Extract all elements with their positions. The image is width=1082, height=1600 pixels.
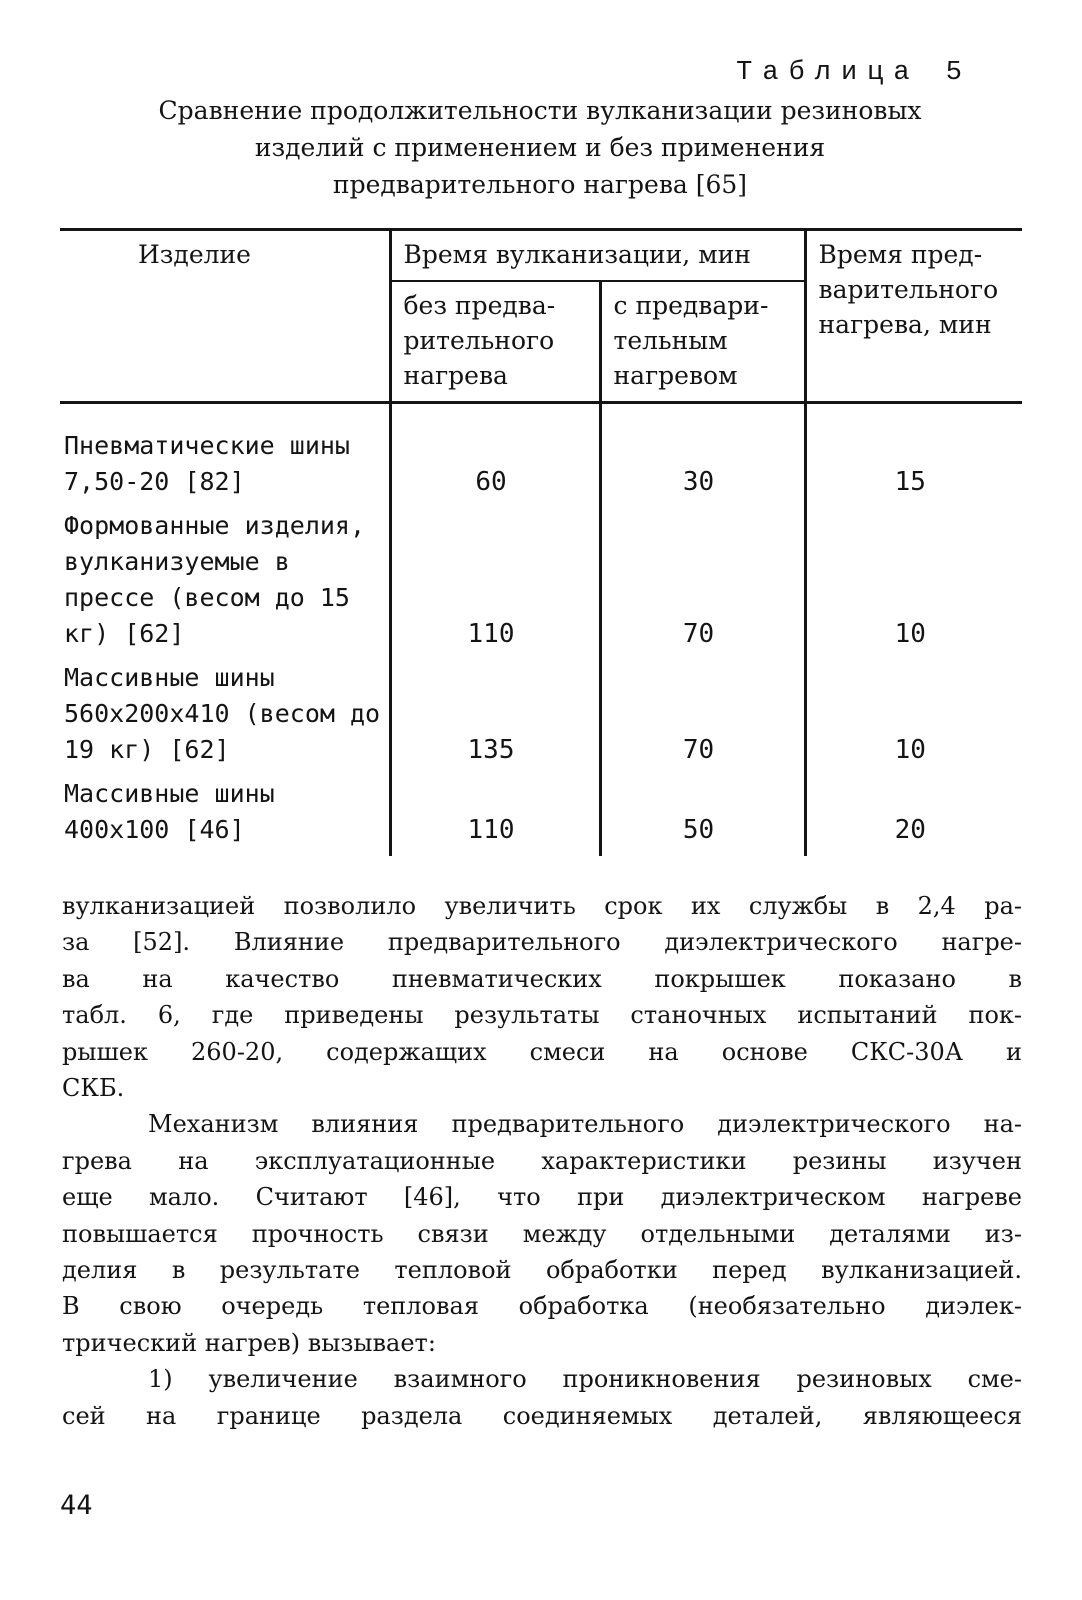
row-with-preheat: 70: [600, 660, 805, 776]
text-line: повышается прочность связи между отдельными деталями из-: [62, 1219, 1022, 1248]
text-line: делия в результате тепловой обработки перед вулканизацией.: [62, 1256, 1022, 1285]
row-without-preheat: 110: [390, 508, 600, 660]
text-line: табл. 6, где приведены результаты станочных испытаний пок-: [62, 1001, 1022, 1030]
row-with-preheat: 30: [600, 403, 805, 509]
text-line: вулканизацией позволило увеличить срок их службы в 2,4 ра-: [62, 892, 1022, 920]
row-preheat-time: 10: [805, 660, 1022, 776]
table-title: [60, 92, 1020, 203]
paragraph: [62, 888, 1022, 1106]
text-line: сей на границе раздела соединяемых деталей, являющееся: [62, 1401, 1022, 1430]
header-vulcanization-time: Время вулканизации, мин: [390, 230, 805, 282]
vulcanization-table: [60, 228, 1022, 856]
header-with-preheat: с предвари- тельным нагревом: [600, 281, 805, 403]
header-without-preheat: без предва- рительного нагрева: [390, 281, 600, 403]
row-without-preheat: 110: [390, 776, 600, 856]
page-number: 44: [60, 1490, 93, 1521]
row-item: Массивные шины 400х100 [46]: [64, 779, 275, 844]
table-title-line: предварительного нагрева [65]: [332, 170, 748, 199]
row-with-preheat: 70: [600, 508, 805, 660]
text-line: грева на эксплуатационные характеристики резины изучен: [62, 1146, 1022, 1175]
text-line: 1) увеличение взаимного проникновения резиновых сме-: [148, 1365, 1022, 1394]
row-with-preheat: 50: [600, 776, 805, 856]
row-without-preheat: 60: [390, 403, 600, 509]
row-preheat-time: 15: [805, 403, 1022, 509]
text-line: еще мало. Считают [46], что при диэлектрическом нагреве: [62, 1183, 1022, 1212]
text-line: рышек 260-20, содержащих смеси на основе СКС-30А и: [62, 1037, 1022, 1066]
table-row: [60, 508, 1022, 660]
table-title-line: изделий с применением и без применения: [254, 133, 826, 162]
text-line: СКБ.: [62, 1074, 125, 1103]
row-without-preheat: 135: [390, 660, 600, 776]
row-item: Формованные изделия, вулканизуемые в прессе (весом до 15 кг) [62]: [64, 511, 366, 648]
header-preheat-time: Время пред- варительного нагрева, мин: [805, 230, 1022, 403]
text-line: за [52]. Влияние предварительного диэлектрического нагре-: [62, 928, 1022, 957]
row-preheat-time: 10: [805, 508, 1022, 660]
header-item: Изделие: [60, 230, 390, 403]
row-preheat-time: 20: [805, 776, 1022, 856]
text-line: ва на качество пневматических покрышек показано в: [62, 964, 1022, 993]
paragraph: [62, 1106, 1022, 1361]
row-item: Массивные шины 560х200х410 (весом до 19 кг) [62]: [64, 663, 381, 764]
row-item: Пневматические шины 7,50-20 [82]: [64, 431, 350, 496]
body-text: [62, 888, 1022, 1434]
paragraph: [62, 1361, 1022, 1434]
text-line: Механизм влияния предварительного диэлектрического на-: [148, 1110, 1022, 1139]
table-title-line: Сравнение продолжительности вулканизации резиновых: [158, 96, 922, 125]
table-label: Таблица 5: [736, 58, 972, 88]
text-line: трический нагрев) вызывает:: [62, 1328, 436, 1357]
text-line: В свою очередь тепловая обработка (необязательно диэлек-: [62, 1292, 1022, 1321]
table-row: [60, 403, 1022, 509]
table-row: [60, 776, 1022, 856]
table-row: [60, 660, 1022, 776]
